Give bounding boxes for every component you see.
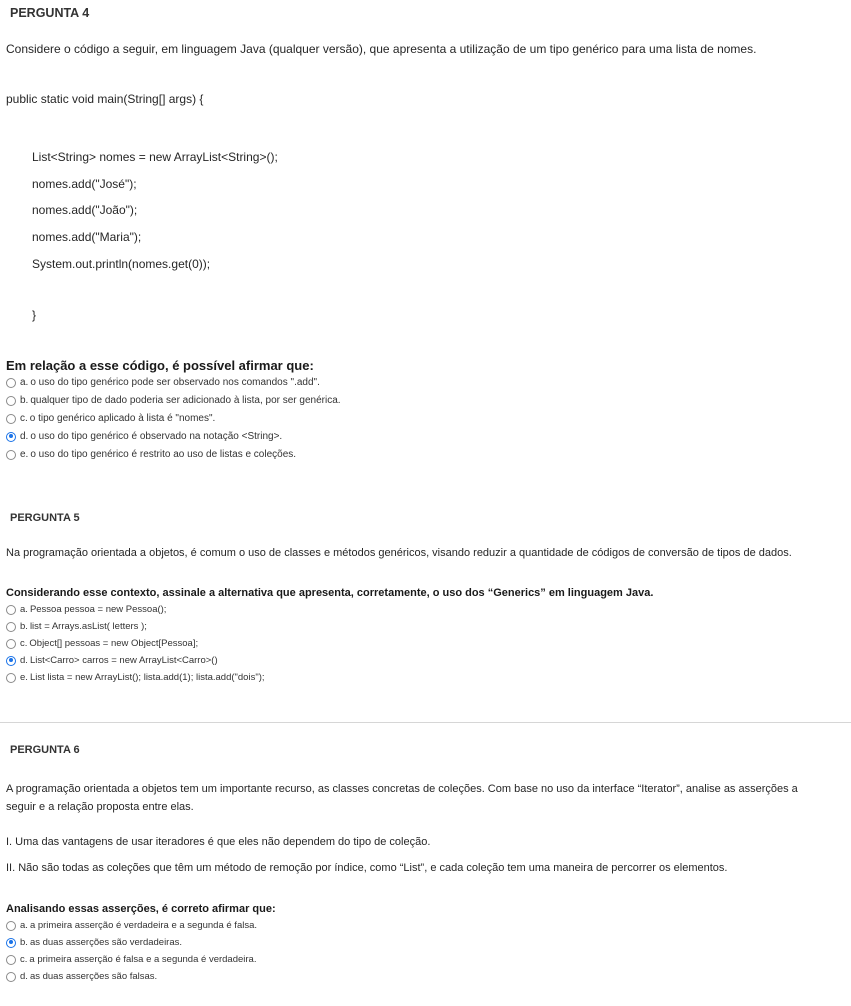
option-text: qualquer tipo de dado poderia ser adicionado à lista, por ser genérica.: [30, 395, 341, 406]
code-line-1: public static void main(String[] args) {: [6, 92, 204, 106]
radio-button[interactable]: [6, 605, 16, 615]
radio-button[interactable]: [6, 414, 16, 424]
q4-option-c[interactable]: [6, 413, 215, 424]
option-text: as duas asserções são falsas.: [29, 971, 158, 982]
radio-button[interactable]: [6, 378, 16, 388]
question-6-prompt: Analisando essas asserções, é correto afirmar que:: [6, 903, 276, 915]
q4-option-e[interactable]: [6, 449, 296, 460]
option-text: o uso do tipo genérico pode ser observado nos comandos ".add".: [30, 377, 320, 388]
code-line-6: System.out.println(nomes.get(0));: [32, 257, 211, 271]
q4-option-d[interactable]: [6, 431, 282, 442]
radio-button[interactable]: [6, 639, 16, 649]
question-5-intro: Na programação orientada a objetos, é comum o uso de classes e métodos genéricos, visando reduzir a quantidade de códigos de conversão de tipos de dados.: [6, 547, 792, 559]
question-6-intro-line-1: A programação orientada a objetos tem um importante recurso, as classes concretas de coleções. Com base no uso da interface “Iterator”, analise as asserções a: [6, 783, 798, 795]
option-letter: c.: [20, 413, 28, 424]
q5-option-c[interactable]: [6, 638, 198, 649]
option-letter: e.: [20, 449, 29, 460]
option-letter: b.: [20, 937, 28, 948]
question-6-assertion-2: II. Não são todas as coleções que têm um método de remoção por índice, como “List”, e cada coleção tem uma maneira de percorrer os elementos.: [6, 862, 728, 874]
option-text: as duas asserções são verdadeiras.: [29, 937, 183, 948]
option-text: List<Carro> carros = new ArrayList<Carro>(): [29, 655, 218, 666]
option-text: a primeira asserção é verdadeira e a segunda é falsa.: [29, 920, 258, 931]
radio-button[interactable]: [6, 450, 16, 460]
option-letter: c.: [20, 638, 28, 649]
q5-option-e[interactable]: [6, 672, 265, 683]
radio-button[interactable]: [6, 955, 16, 965]
q6-option-b[interactable]: [6, 937, 182, 948]
option-letter: c.: [20, 954, 28, 965]
radio-button-selected[interactable]: [6, 938, 16, 948]
option-text: Object[] pessoas = new Object[Pessoa];: [29, 638, 199, 649]
option-letter: a.: [20, 377, 29, 388]
option-text: Pessoa pessoa = new Pessoa();: [29, 604, 167, 615]
code-line-4: nomes.add("João");: [32, 203, 138, 217]
radio-button[interactable]: [6, 673, 16, 683]
option-text: o tipo genérico aplicado à lista é "nomes".: [29, 413, 216, 424]
q6-option-d[interactable]: [6, 971, 157, 982]
question-6-title: PERGUNTA 6: [10, 744, 80, 756]
q5-option-b[interactable]: [6, 621, 147, 632]
radio-button[interactable]: [6, 921, 16, 931]
radio-button[interactable]: [6, 622, 16, 632]
radio-button[interactable]: [6, 396, 16, 406]
question-4-title: PERGUNTA 4: [10, 6, 90, 20]
question-5-prompt: Considerando esse contexto, assinale a alternativa que apresenta, corretamente, o uso dos “Generics” em linguagem Java.: [6, 587, 654, 599]
question-4-intro: Considere o código a seguir, em linguagem Java (qualquer versão), que apresenta a utilização de um tipo genérico para uma lista de nomes.: [6, 42, 757, 56]
code-line-7: }: [32, 308, 37, 322]
q4-option-a[interactable]: [6, 377, 320, 388]
section-divider: [0, 722, 851, 723]
q6-option-c[interactable]: [6, 954, 256, 965]
option-letter: d.: [20, 655, 28, 666]
q4-option-b[interactable]: [6, 395, 341, 406]
q6-option-a[interactable]: [6, 920, 257, 931]
code-line-5: nomes.add("Maria");: [32, 230, 142, 244]
q5-option-d[interactable]: [6, 655, 218, 666]
option-letter: d.: [20, 971, 28, 982]
question-5-title: PERGUNTA 5: [10, 512, 80, 524]
question-6-assertion-1: I. Uma das vantagens de usar iteradores é que eles não dependem do tipo de coleção.: [6, 836, 431, 848]
code-line-3: nomes.add("José");: [32, 177, 137, 191]
option-text: a primeira asserção é falsa e a segunda é verdadeira.: [29, 954, 257, 965]
option-text: list = Arrays.asList( letters );: [29, 621, 147, 632]
option-letter: d.: [20, 431, 29, 442]
option-letter: a.: [20, 920, 28, 931]
question-6-intro-line-2: seguir e a relação proposta entre elas.: [6, 801, 194, 813]
option-text: o uso do tipo genérico é observado na notação <String>.: [30, 431, 283, 442]
q5-option-a[interactable]: [6, 604, 166, 615]
option-letter: b.: [20, 395, 29, 406]
question-4-prompt: Em relação a esse código, é possível afirmar que:: [6, 358, 314, 373]
option-letter: a.: [20, 604, 28, 615]
option-text: List lista = new ArrayList(); lista.add(1); lista.add("dois");: [29, 672, 265, 683]
option-text: o uso do tipo genérico é restrito ao uso de listas e coleções.: [30, 449, 297, 460]
radio-button[interactable]: [6, 972, 16, 982]
radio-button-selected[interactable]: [6, 432, 16, 442]
code-line-2: List<String> nomes = new ArrayList<String>();: [32, 150, 278, 164]
option-letter: e.: [20, 672, 28, 683]
radio-button-selected[interactable]: [6, 656, 16, 666]
option-letter: b.: [20, 621, 28, 632]
